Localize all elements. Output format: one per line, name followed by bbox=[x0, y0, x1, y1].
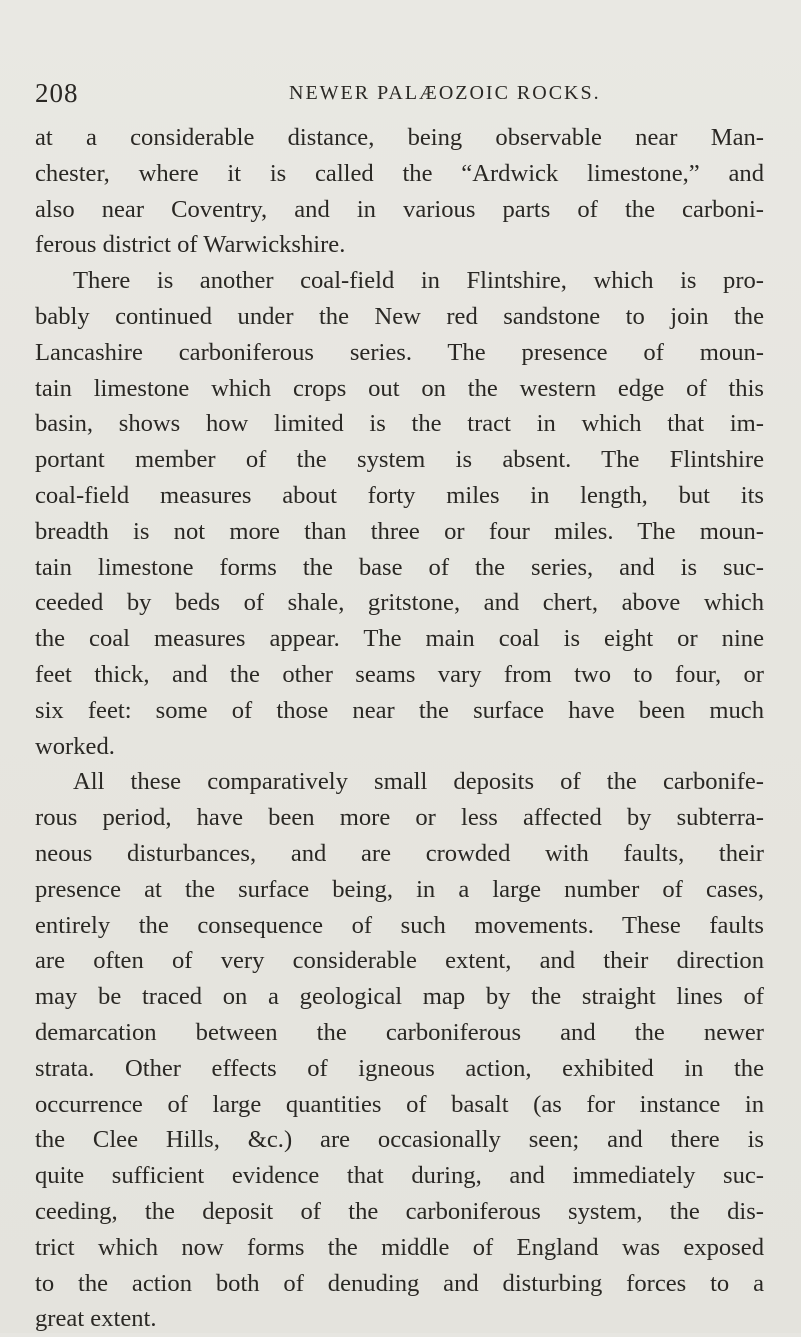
text-line: portant member of the system is absent. The Flintshire bbox=[35, 446, 764, 474]
page-header bbox=[35, 78, 765, 118]
text-line: occurrence of large quantities of basalt (as for instance in bbox=[35, 1090, 764, 1118]
text-line: bably continued under the New red sandstone to join the bbox=[35, 302, 764, 330]
text-line: coal-field measures about forty miles in length, but its bbox=[35, 481, 764, 509]
text-line: also near Coventry, and in various parts of the carboni- bbox=[35, 195, 764, 223]
text-line: great extent. bbox=[35, 1305, 157, 1333]
text-line: to the action both of denuding and disturbing forces to a bbox=[35, 1269, 764, 1297]
text-line: trict which now forms the middle of England was exposed bbox=[35, 1233, 764, 1261]
text-line: demarcation between the carboniferous and the newer bbox=[35, 1018, 764, 1046]
text-line: basin, shows how limited is the tract in which that im- bbox=[35, 410, 764, 438]
text-line: worked. bbox=[35, 732, 115, 760]
text-line: ceeding, the deposit of the carboniferous system, the dis- bbox=[35, 1197, 764, 1225]
text-line: chester, where it is called the “Ardwick limestone,” and bbox=[35, 159, 764, 187]
text-line: Lancashire carboniferous series. The presence of moun- bbox=[35, 338, 764, 366]
page-number: 208 bbox=[35, 78, 79, 108]
text-line: All these comparatively small deposits of the carbonife- bbox=[73, 768, 764, 796]
text-line: six feet: some of those near the surface have been much bbox=[35, 696, 764, 724]
text-line: rous period, have been more or less affected by subterra- bbox=[35, 804, 764, 832]
text-line: breadth is not more than three or four miles. The moun- bbox=[35, 517, 764, 545]
text-line: ceeded by beds of shale, gritstone, and chert, above which bbox=[35, 589, 764, 617]
text-line: There is another coal-field in Flintshire, which is pro- bbox=[73, 267, 764, 295]
body-text bbox=[35, 120, 764, 1337]
text-line: the coal measures appear. The main coal is eight or nine bbox=[35, 625, 764, 653]
text-line: the Clee Hills, &c.) are occasionally seen; and there is bbox=[35, 1126, 764, 1154]
text-line: neous disturbances, and are crowded with faults, their bbox=[35, 839, 764, 867]
text-line: ferous district of Warwickshire. bbox=[35, 231, 346, 259]
text-line: feet thick, and the other seams vary from two to four, or bbox=[35, 660, 764, 688]
text-line: strata. Other effects of igneous action, exhibited in the bbox=[35, 1054, 764, 1082]
text-line: at a considerable distance, being observable near Man- bbox=[35, 124, 764, 151]
text-line: presence at the surface being, in a large number of cases, bbox=[35, 875, 764, 903]
text-line: tain limestone forms the base of the series, and is suc- bbox=[35, 553, 764, 581]
text-line: may be traced on a geological map by the straight lines of bbox=[35, 983, 764, 1011]
text-line: are often of very considerable extent, and their direction bbox=[35, 947, 764, 975]
text-line: tain limestone which crops out on the western edge of this bbox=[35, 374, 764, 402]
text-line: entirely the consequence of such movements. These faults bbox=[35, 911, 764, 939]
text-line: quite sufficient evidence that during, and immediately suc- bbox=[35, 1162, 764, 1190]
running-title: NEWER PALÆOZOIC ROCKS. bbox=[289, 82, 601, 104]
